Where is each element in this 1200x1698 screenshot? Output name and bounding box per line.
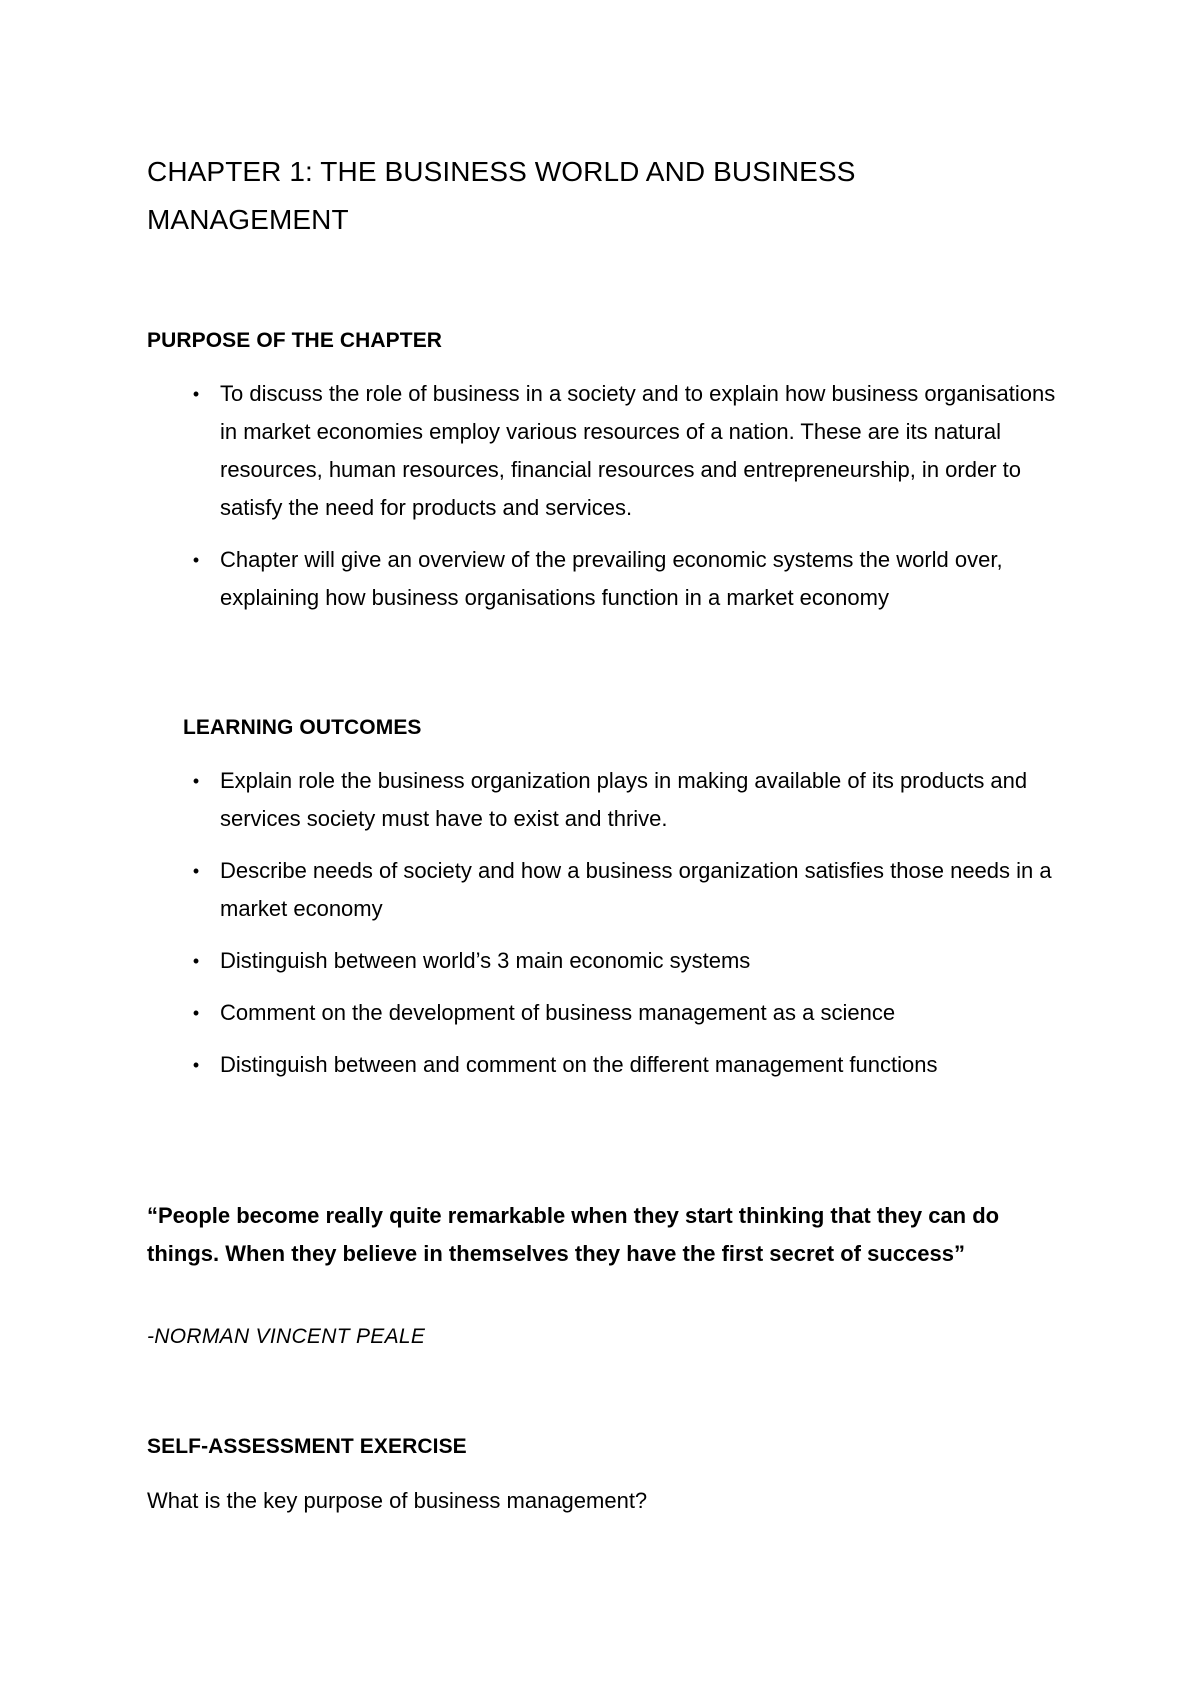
list-item-text: Distinguish between world’s 3 main economic systems	[220, 948, 751, 973]
bullet-icon: •	[192, 1003, 200, 1023]
list-item	[147, 1046, 1077, 1084]
list-item-text: Distinguish between and comment on the different management functions	[220, 1052, 938, 1077]
learning-outcomes-heading: LEARNING OUTCOMES	[183, 716, 422, 739]
motivational-quote: “People become really quite remarkable when they start thinking that they can do things. When they believe in themselves they have the first secret of success”	[147, 1203, 1000, 1266]
bullet-icon: •	[192, 384, 200, 404]
bullet-icon: •	[192, 771, 200, 791]
list-item	[147, 541, 1077, 617]
list-item-text: Chapter will give an overview of the prevailing economic systems the world over, explaining how business organisations function in a market economy	[220, 547, 1003, 610]
bullet-icon: •	[192, 861, 200, 881]
list-item-text: To discuss the role of business in a society and to explain how business organisations in market economies employ various resources of a nation. These are its natural resources, human resources, financial resources and entrepreneurship, in order to satisfy the need for products and services.	[220, 381, 1056, 520]
learning-outcomes-list	[147, 762, 1077, 1084]
self-assessment-question: What is the key purpose of business management?	[147, 1488, 648, 1513]
purpose-list	[147, 375, 1077, 617]
purpose-heading: PURPOSE OF THE CHAPTER	[147, 329, 443, 352]
list-item-text: Describe needs of society and how a business organization satisfies those needs in a market economy	[220, 858, 1052, 921]
list-item	[147, 852, 1077, 928]
list-item-text: Comment on the development of business management as a science	[220, 1000, 896, 1025]
list-item	[147, 994, 1077, 1032]
self-assessment-heading: SELF-ASSESSMENT EXERCISE	[147, 1435, 467, 1458]
list-item-text: Explain role the business organization plays in making available of its products and services society must have to exist and thrive.	[220, 768, 1028, 831]
list-item	[147, 942, 1077, 980]
bullet-icon: •	[192, 1055, 200, 1075]
bullet-icon: •	[192, 550, 200, 570]
list-item	[147, 375, 1077, 527]
bullet-icon: •	[192, 951, 200, 971]
list-item	[147, 762, 1077, 838]
quote-attribution: -NORMAN VINCENT PEALE	[147, 1325, 426, 1348]
chapter-title: CHAPTER 1: THE BUSINESS WORLD AND BUSINESS MANAGEMENT	[147, 156, 856, 235]
